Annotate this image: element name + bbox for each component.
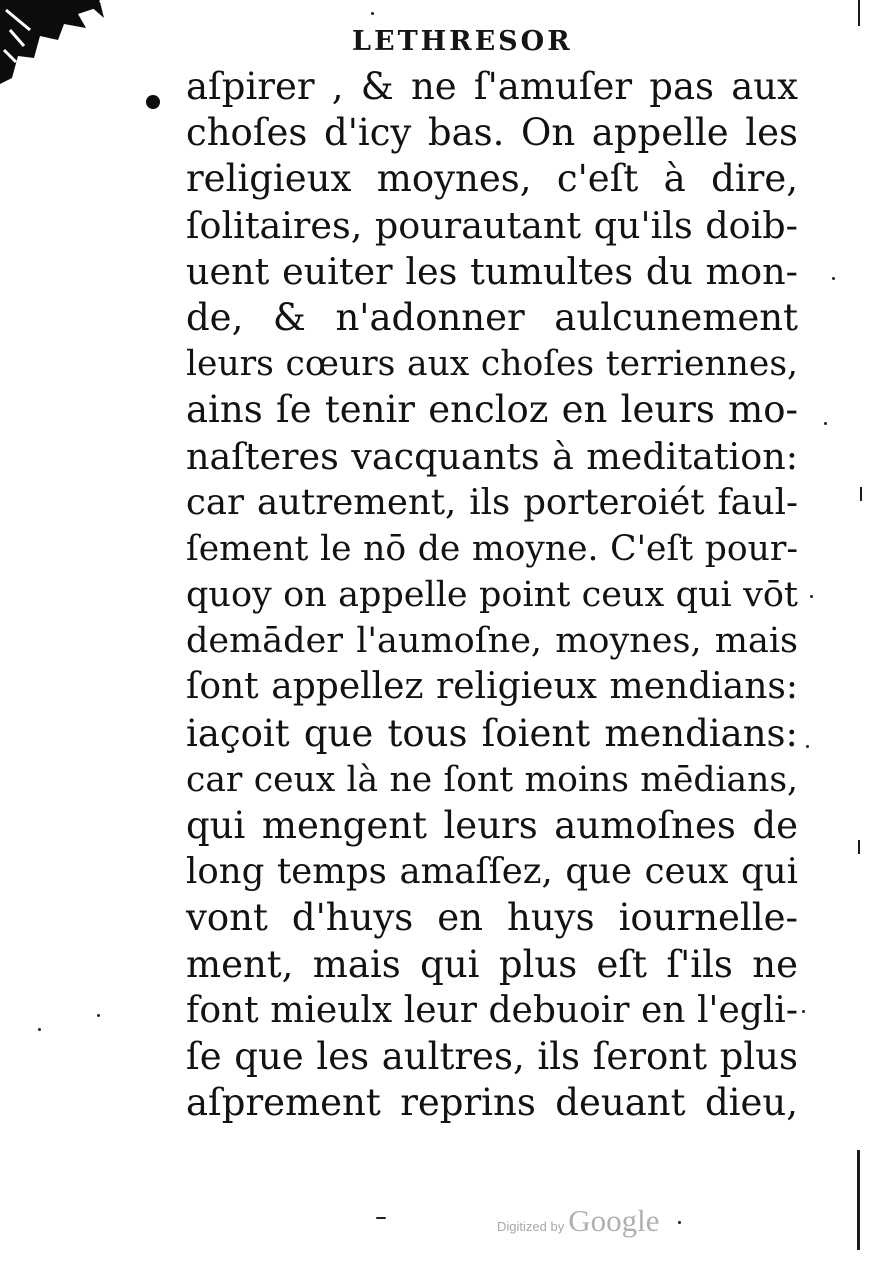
text-line: car autrement, ils porteroiét faul- bbox=[186, 481, 798, 523]
text-line: font mieulx leur debuoir en l'egli- bbox=[186, 989, 798, 1031]
watermark-brand: Google bbox=[568, 1203, 660, 1238]
scan-speck bbox=[806, 745, 809, 748]
text-line: qui mengent leurs aumoſnes de bbox=[186, 804, 798, 847]
scan-speck bbox=[832, 277, 835, 280]
text-line: ment, mais qui plus eſt ſ'ils ne bbox=[186, 942, 798, 986]
text-line: ſolitaires, pourautant qu'ils doib- bbox=[186, 203, 798, 247]
text-line: aſprement reprins deuant dieu, bbox=[186, 1081, 798, 1125]
margin-rule bbox=[857, 1150, 860, 1250]
text-line: car ceux là ne ſont moins mēdians, bbox=[186, 759, 798, 800]
margin-rule bbox=[860, 487, 862, 501]
scan-speck bbox=[38, 1028, 41, 1031]
bullet-mark bbox=[146, 95, 160, 109]
text-line: iaçoit que tous ſoient mendians: bbox=[186, 711, 798, 755]
text-line: religieux moynes, c'eſt à dire, bbox=[186, 157, 798, 201]
watermark-prefix: Digitized by bbox=[497, 1219, 565, 1234]
text-line: vont d'huys en huys iournelle- bbox=[186, 896, 798, 940]
corner-ornament-icon bbox=[0, 0, 112, 100]
digitized-watermark bbox=[497, 1203, 659, 1239]
scan-speck bbox=[97, 1014, 100, 1017]
scan-speck bbox=[802, 1010, 805, 1013]
scan-speck bbox=[376, 1217, 386, 1219]
margin-rule bbox=[858, 840, 860, 854]
text-line: quoy on appelle point ceux qui vōt bbox=[186, 575, 798, 616]
text-line: demāder l'aumoſne, moynes, mais bbox=[186, 621, 798, 662]
scan-speck bbox=[810, 595, 813, 598]
scan-speck bbox=[824, 422, 827, 425]
scan-speck bbox=[678, 1221, 681, 1224]
text-line: naſteres vacquants à meditation: bbox=[186, 434, 798, 478]
text-line: de, & n'adonner aulcunement bbox=[186, 295, 798, 339]
text-line: ains ſe tenir encloz en leurs mo- bbox=[186, 388, 798, 432]
text-line: aſpirer , & ne ſ'amuſer pas aux bbox=[186, 65, 798, 108]
text-line: ſement le nō de moyne. C'eſt pour- bbox=[186, 528, 798, 569]
body-text bbox=[186, 64, 798, 1126]
text-line: long temps amaſſez, que ceux qui bbox=[186, 851, 798, 893]
margin-rule bbox=[858, 0, 860, 26]
text-line: ſont appellez religieux mendians: bbox=[186, 666, 798, 708]
scan-speck bbox=[371, 12, 374, 15]
running-head: LETHRESOR bbox=[352, 26, 573, 57]
text-line: choſes d'icy bas. On appelle les bbox=[186, 111, 798, 155]
text-line: ſe que les aultres, ils ſeront plus bbox=[186, 1034, 798, 1078]
text-line: leurs cœurs aux choſes terriennes, bbox=[186, 344, 798, 385]
text-line: uent euiter les tumultes du mon- bbox=[186, 249, 798, 293]
